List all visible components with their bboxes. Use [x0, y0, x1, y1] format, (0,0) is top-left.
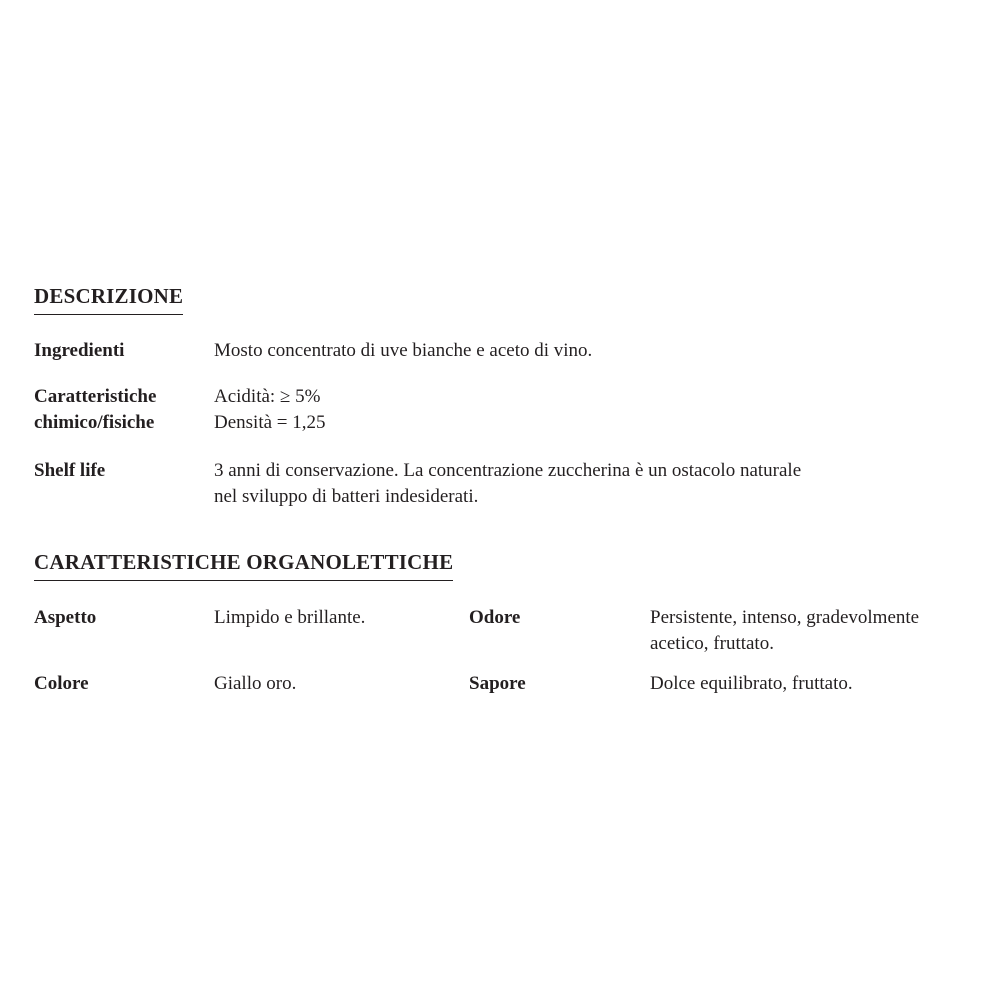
value-sapore [650, 671, 853, 697]
value-ingredienti [214, 338, 592, 364]
label-shelf-life [34, 458, 105, 484]
value-line: nel sviluppo di batteri indesiderati. [214, 486, 479, 507]
label-line: Ingredienti [34, 340, 125, 361]
value-aspetto [214, 605, 365, 631]
label-sapore: Sapore [469, 673, 526, 694]
value-line-densita: Densità = 1,25 [214, 412, 326, 433]
label-colore: Colore [34, 673, 89, 694]
value-line: 3 anni di conservazione. La concentrazione zuccherina è un ostacolo naturale [214, 460, 802, 481]
label-caratteristiche-chimico-fisiche [34, 384, 156, 436]
value-odore [650, 605, 919, 657]
label-ingredienti [34, 338, 124, 364]
label-line: Shelf life [34, 460, 106, 481]
section-title-organolettiche: CARATTERISTICHE ORGANOLETTICHE [34, 550, 453, 581]
value-line: Persistente, intenso, gradevolmente [650, 607, 920, 628]
section-title-descrizione: DESCRIZIONE [34, 284, 183, 315]
value-caratteristiche-chimico-fisiche [214, 384, 326, 436]
label-line: chimico/fisiche [34, 412, 155, 433]
value-line: acetico, fruttato. [650, 633, 774, 654]
label-aspetto: Aspetto [34, 607, 97, 628]
label-line: Caratteristiche [34, 386, 157, 407]
value-line: Mosto concentrato di uve bianche e aceto di vino. [214, 340, 593, 361]
value-line: Giallo oro. [214, 673, 297, 694]
value-shelf-life [214, 458, 801, 510]
value-line: Limpido e brillante. [214, 607, 366, 628]
value-colore [214, 671, 296, 697]
label-odore: Odore [469, 607, 521, 628]
value-line: Dolce equilibrato, fruttato. [650, 673, 853, 694]
value-line-acidita: Acidità: ≥ 5% [214, 386, 321, 407]
